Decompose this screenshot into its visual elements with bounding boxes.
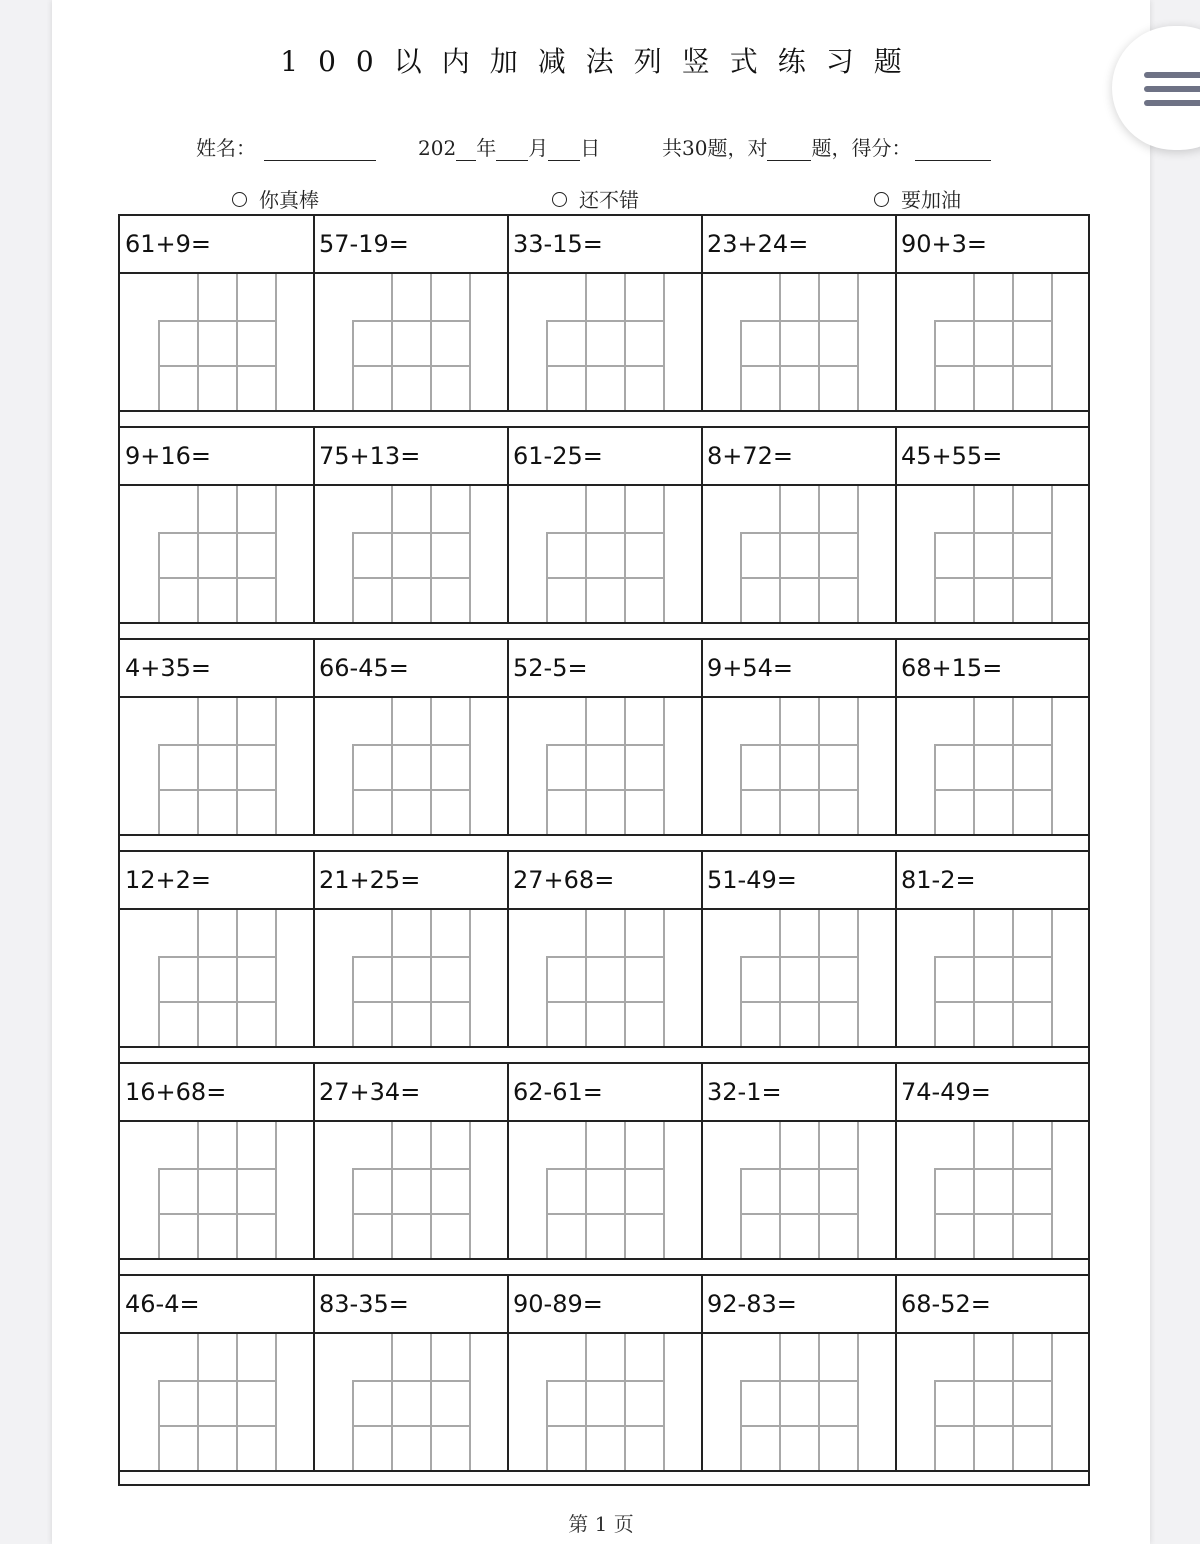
- problem-text: 62-61=: [513, 1078, 603, 1106]
- answer-grid[interactable]: [740, 698, 858, 834]
- grid-line: [857, 910, 859, 1046]
- problem-cell: [896, 1276, 1089, 1470]
- problem-text: 23+24=: [707, 230, 809, 258]
- grid-line: [430, 486, 432, 622]
- grid-line: [352, 1001, 470, 1003]
- problem-text: 33-15=: [513, 230, 603, 258]
- grid-line: [1051, 910, 1053, 1046]
- grid-line: [585, 274, 587, 410]
- year-label: 年: [476, 136, 497, 160]
- grid-line: [546, 1168, 664, 1170]
- correct-blank[interactable]: [767, 140, 811, 161]
- student-info-line: [52, 132, 1150, 158]
- problem-text: 81-2=: [901, 866, 976, 894]
- answer-grid[interactable]: [352, 910, 470, 1046]
- grid-line: [275, 910, 277, 1046]
- problem-text: 74-49=: [901, 1078, 991, 1106]
- grid-line: [740, 577, 858, 579]
- grid-line: [197, 1122, 199, 1258]
- grid-line: [585, 1334, 587, 1470]
- grid-line: [430, 1122, 432, 1258]
- problem-cell: [702, 1276, 897, 1470]
- grid-line: [740, 956, 858, 958]
- grid-line: [663, 910, 665, 1046]
- grid-line: [934, 577, 1052, 579]
- grid-line: [779, 274, 781, 410]
- grid-line: [1012, 486, 1014, 622]
- grid-line: [663, 1122, 665, 1258]
- grid-line: [973, 910, 975, 1046]
- grid-line: [934, 532, 1052, 534]
- grid-line: [158, 577, 276, 579]
- problem-cell: [120, 1276, 315, 1470]
- grid-line: [352, 1425, 470, 1427]
- row-gap: [118, 1046, 1090, 1062]
- grid-line: [624, 486, 626, 622]
- grid-line: [934, 1425, 1052, 1427]
- grid-line: [663, 486, 665, 622]
- year-blank[interactable]: [456, 140, 476, 161]
- problem-text: 27+68=: [513, 866, 615, 894]
- grid-line: [663, 274, 665, 410]
- grid-line: [352, 577, 470, 579]
- grid-line: [546, 365, 664, 367]
- answer-grid[interactable]: [740, 910, 858, 1046]
- grid-line: [469, 910, 471, 1046]
- grid-line: [740, 320, 858, 322]
- circle-icon: [874, 192, 889, 207]
- page-number: 第 1 页: [568, 1512, 634, 1536]
- grid-line: [857, 1334, 859, 1470]
- grid-line: [585, 698, 587, 834]
- grid-line: [158, 1168, 276, 1170]
- day-blank[interactable]: [548, 140, 580, 161]
- problem-text: 61+9=: [125, 230, 212, 258]
- problem-cell: [314, 428, 509, 622]
- answer-grid[interactable]: [352, 1122, 470, 1258]
- answer-grid[interactable]: [740, 274, 858, 410]
- answer-grid[interactable]: [546, 910, 664, 1046]
- grid-line: [236, 1334, 238, 1470]
- answer-grid[interactable]: [352, 274, 470, 410]
- grid-line: [197, 910, 199, 1046]
- problem-cell: [120, 428, 315, 622]
- grid-line: [585, 486, 587, 622]
- grid-line: [624, 910, 626, 1046]
- grid-line: [779, 1122, 781, 1258]
- grid-line: [1012, 698, 1014, 834]
- grid-line: [934, 1001, 1052, 1003]
- problem-text: 61-25=: [513, 442, 603, 470]
- row-gap: [118, 834, 1090, 850]
- problem-cell: [508, 1276, 703, 1470]
- problem-row: [118, 214, 1090, 412]
- grid-line: [585, 1122, 587, 1258]
- grid-line: [430, 698, 432, 834]
- grid-line: [740, 1001, 858, 1003]
- grid-line: [546, 1425, 664, 1427]
- problem-text: 68-52=: [901, 1290, 991, 1318]
- answer-grid[interactable]: [546, 274, 664, 410]
- problem-cell: [702, 852, 897, 1046]
- grid-line: [158, 365, 276, 367]
- problem-cell: [702, 428, 897, 622]
- grid-line: [1012, 1334, 1014, 1470]
- grid-line: [275, 1334, 277, 1470]
- grid-line: [934, 320, 1052, 322]
- grid-line: [391, 274, 393, 410]
- worksheet-page: [52, 0, 1150, 1544]
- problem-text: 90-89=: [513, 1290, 603, 1318]
- grid-line: [934, 1168, 1052, 1170]
- problem-row: [118, 850, 1090, 1048]
- problem-cell: [896, 640, 1089, 834]
- problem-text: 21+25=: [319, 866, 421, 894]
- month-blank[interactable]: [496, 140, 528, 161]
- grid-bottom-border: [118, 1470, 1090, 1486]
- grid-line: [973, 1122, 975, 1258]
- grid-line: [857, 274, 859, 410]
- grid-line: [740, 1213, 858, 1215]
- grid-line: [779, 486, 781, 622]
- grid-line: [275, 1122, 277, 1258]
- problem-cell: [702, 216, 897, 410]
- month-label: 月: [528, 136, 549, 160]
- answer-grid[interactable]: [158, 1122, 276, 1258]
- answer-grid[interactable]: [934, 698, 1052, 834]
- problem-cell: [896, 852, 1089, 1046]
- grid-line: [934, 789, 1052, 791]
- grid-line: [740, 744, 858, 746]
- grid-line: [352, 1168, 470, 1170]
- name-field[interactable]: [196, 132, 376, 161]
- grid-line: [973, 698, 975, 834]
- grid-line: [469, 1122, 471, 1258]
- grid-line: [818, 486, 820, 622]
- problem-cell: [508, 640, 703, 834]
- problem-row: [118, 1274, 1090, 1472]
- grid-line: [1051, 698, 1053, 834]
- grid-line: [740, 789, 858, 791]
- grid-line: [197, 698, 199, 834]
- problem-text: 83-35=: [319, 1290, 409, 1318]
- grid-line: [236, 486, 238, 622]
- problem-cell: [896, 428, 1089, 622]
- problem-text: 16+68=: [125, 1078, 227, 1106]
- grid-line: [469, 486, 471, 622]
- grid-line: [857, 486, 859, 622]
- grid-line: [973, 1334, 975, 1470]
- grid-line: [624, 698, 626, 834]
- grid-line: [546, 1213, 664, 1215]
- answer-grid[interactable]: [158, 274, 276, 410]
- grid-line: [158, 320, 276, 322]
- date-field[interactable]: [418, 132, 600, 161]
- grid-line: [352, 1380, 470, 1382]
- problem-cell: [314, 1276, 509, 1470]
- grid-line: [391, 1122, 393, 1258]
- year-prefix: 202: [418, 136, 457, 160]
- grid-line: [624, 274, 626, 410]
- problem-cell: [508, 428, 703, 622]
- answer-grid[interactable]: [740, 1334, 858, 1470]
- grid-line: [352, 1213, 470, 1215]
- grid-line: [391, 698, 393, 834]
- grid-line: [934, 956, 1052, 958]
- problem-cell: [314, 216, 509, 410]
- row-gap: [118, 410, 1090, 426]
- problem-cell: [120, 1064, 315, 1258]
- answer-grid[interactable]: [546, 1122, 664, 1258]
- answer-grid[interactable]: [934, 274, 1052, 410]
- grid-line: [430, 910, 432, 1046]
- grid-line: [236, 698, 238, 834]
- row-gap: [118, 622, 1090, 638]
- answer-grid[interactable]: [158, 1334, 276, 1470]
- answer-grid[interactable]: [158, 698, 276, 834]
- problem-text: 46-4=: [125, 1290, 200, 1318]
- grid-line: [546, 577, 664, 579]
- grid-line: [158, 1380, 276, 1382]
- grid-line: [197, 486, 199, 622]
- problem-row: [118, 1062, 1090, 1260]
- grid-line: [1051, 1122, 1053, 1258]
- grid-line: [352, 532, 470, 534]
- problem-text: 4+35=: [125, 654, 212, 682]
- score-label: 题，得分：: [811, 136, 912, 160]
- answer-grid[interactable]: [546, 698, 664, 834]
- problem-text: 27+34=: [319, 1078, 421, 1106]
- problem-text: 66-45=: [319, 654, 409, 682]
- problem-text: 32-1=: [707, 1078, 782, 1106]
- problem-cell: [896, 216, 1089, 410]
- problem-row: [118, 426, 1090, 624]
- grid-line: [663, 698, 665, 834]
- answer-grid[interactable]: [934, 1334, 1052, 1470]
- grid-line: [1012, 274, 1014, 410]
- grid-line: [236, 910, 238, 1046]
- grid-line: [430, 1334, 432, 1470]
- grid-line: [740, 1168, 858, 1170]
- grid-line: [391, 486, 393, 622]
- grid-line: [624, 1122, 626, 1258]
- grid-line: [818, 1122, 820, 1258]
- grid-line: [934, 1380, 1052, 1382]
- grid-line: [546, 956, 664, 958]
- grid-line: [818, 274, 820, 410]
- grid-line: [624, 1334, 626, 1470]
- problem-text: 52-5=: [513, 654, 588, 682]
- grid-line: [1051, 486, 1053, 622]
- answer-grid[interactable]: [158, 910, 276, 1046]
- grid-line: [158, 956, 276, 958]
- circle-icon: [552, 192, 567, 207]
- problem-text: 8+72=: [707, 442, 794, 470]
- row-gap: [118, 1258, 1090, 1274]
- grid-line: [236, 1122, 238, 1258]
- problem-cell: [508, 1064, 703, 1258]
- problem-cell: [120, 640, 315, 834]
- grid-line: [663, 1334, 665, 1470]
- grid-line: [934, 365, 1052, 367]
- grid-line: [973, 274, 975, 410]
- problem-cell: [508, 216, 703, 410]
- grid-line: [391, 910, 393, 1046]
- grid-line: [546, 789, 664, 791]
- grid-line: [158, 1425, 276, 1427]
- grid-line: [275, 698, 277, 834]
- problem-cell: [314, 852, 509, 1046]
- grid-line: [857, 1122, 859, 1258]
- grid-line: [1051, 1334, 1053, 1470]
- grid-line: [779, 698, 781, 834]
- grid-line: [546, 532, 664, 534]
- grid-line: [352, 365, 470, 367]
- grid-line: [740, 1380, 858, 1382]
- answer-grid[interactable]: [352, 698, 470, 834]
- problem-cell: [702, 1064, 897, 1258]
- grid-line: [275, 486, 277, 622]
- grid-line: [857, 698, 859, 834]
- problem-cell: [314, 1064, 509, 1258]
- grid-line: [352, 744, 470, 746]
- rating-option[interactable]: [874, 184, 961, 213]
- rating-label: 还不错: [579, 188, 639, 212]
- grid-line: [275, 274, 277, 410]
- grid-line: [158, 1001, 276, 1003]
- grid-line: [158, 744, 276, 746]
- answer-grid[interactable]: [740, 1122, 858, 1258]
- total-label: 共30题，对: [662, 136, 768, 160]
- grid-line: [352, 320, 470, 322]
- grid-line: [197, 1334, 199, 1470]
- answer-grid[interactable]: [546, 1334, 664, 1470]
- problem-cell: [702, 640, 897, 834]
- grid-line: [158, 532, 276, 534]
- problem-cell: [508, 852, 703, 1046]
- grid-line: [1051, 274, 1053, 410]
- rating-options: [52, 184, 1150, 212]
- score-field[interactable]: [662, 132, 991, 161]
- grid-line: [934, 744, 1052, 746]
- grid-line: [546, 744, 664, 746]
- answer-grid[interactable]: [740, 486, 858, 622]
- rating-label: 你真棒: [259, 188, 319, 212]
- answer-grid[interactable]: [352, 1334, 470, 1470]
- grid-line: [818, 698, 820, 834]
- grid-line: [1012, 910, 1014, 1046]
- rating-option[interactable]: [232, 184, 319, 213]
- grid-line: [934, 1213, 1052, 1215]
- grid-line: [430, 274, 432, 410]
- problem-cell: [314, 640, 509, 834]
- answer-grid[interactable]: [158, 486, 276, 622]
- problem-cell: [896, 1064, 1089, 1258]
- grid-line: [740, 365, 858, 367]
- problem-row: [118, 638, 1090, 836]
- answer-grid[interactable]: [352, 486, 470, 622]
- name-blank[interactable]: [264, 140, 376, 161]
- problem-text: 90+3=: [901, 230, 988, 258]
- rating-label: 要加油: [901, 188, 961, 212]
- grid-line: [352, 956, 470, 958]
- grid-line: [469, 1334, 471, 1470]
- problem-text: 45+55=: [901, 442, 1003, 470]
- grid-line: [158, 1213, 276, 1215]
- grid-line: [197, 274, 199, 410]
- grid-line: [236, 274, 238, 410]
- grid-line: [469, 274, 471, 410]
- answer-grid[interactable]: [546, 486, 664, 622]
- grid-line: [1012, 1122, 1014, 1258]
- grid-line: [546, 1380, 664, 1382]
- grid-line: [546, 1001, 664, 1003]
- grid-line: [818, 910, 820, 1046]
- grid-line: [585, 910, 587, 1046]
- grid-line: [818, 1334, 820, 1470]
- grid-line: [469, 698, 471, 834]
- grid-line: [779, 1334, 781, 1470]
- worksheet-title: 100以内加减法列竖式练习题: [280, 45, 922, 78]
- problem-text: 12+2=: [125, 866, 212, 894]
- grid-line: [740, 532, 858, 534]
- score-blank[interactable]: [915, 140, 991, 161]
- problem-text: 9+16=: [125, 442, 212, 470]
- rating-option[interactable]: [552, 184, 639, 213]
- problem-text: 68+15=: [901, 654, 1003, 682]
- day-label: 日: [580, 136, 601, 160]
- name-label: 姓名：: [196, 136, 256, 160]
- answer-grid[interactable]: [934, 1122, 1052, 1258]
- answer-grid[interactable]: [934, 910, 1052, 1046]
- problem-text: 75+13=: [319, 442, 421, 470]
- problem-cell: [120, 852, 315, 1046]
- grid-line: [779, 910, 781, 1046]
- problem-text: 9+54=: [707, 654, 794, 682]
- answer-grid[interactable]: [934, 486, 1052, 622]
- problem-text: 51-49=: [707, 866, 797, 894]
- grid-line: [352, 789, 470, 791]
- grid-line: [973, 486, 975, 622]
- problem-text: 57-19=: [319, 230, 409, 258]
- problem-cell: [120, 216, 315, 410]
- grid-line: [546, 320, 664, 322]
- grid-line: [391, 1334, 393, 1470]
- circle-icon: [232, 192, 247, 207]
- grid-line: [740, 1425, 858, 1427]
- grid-line: [158, 789, 276, 791]
- problem-text: 92-83=: [707, 1290, 797, 1318]
